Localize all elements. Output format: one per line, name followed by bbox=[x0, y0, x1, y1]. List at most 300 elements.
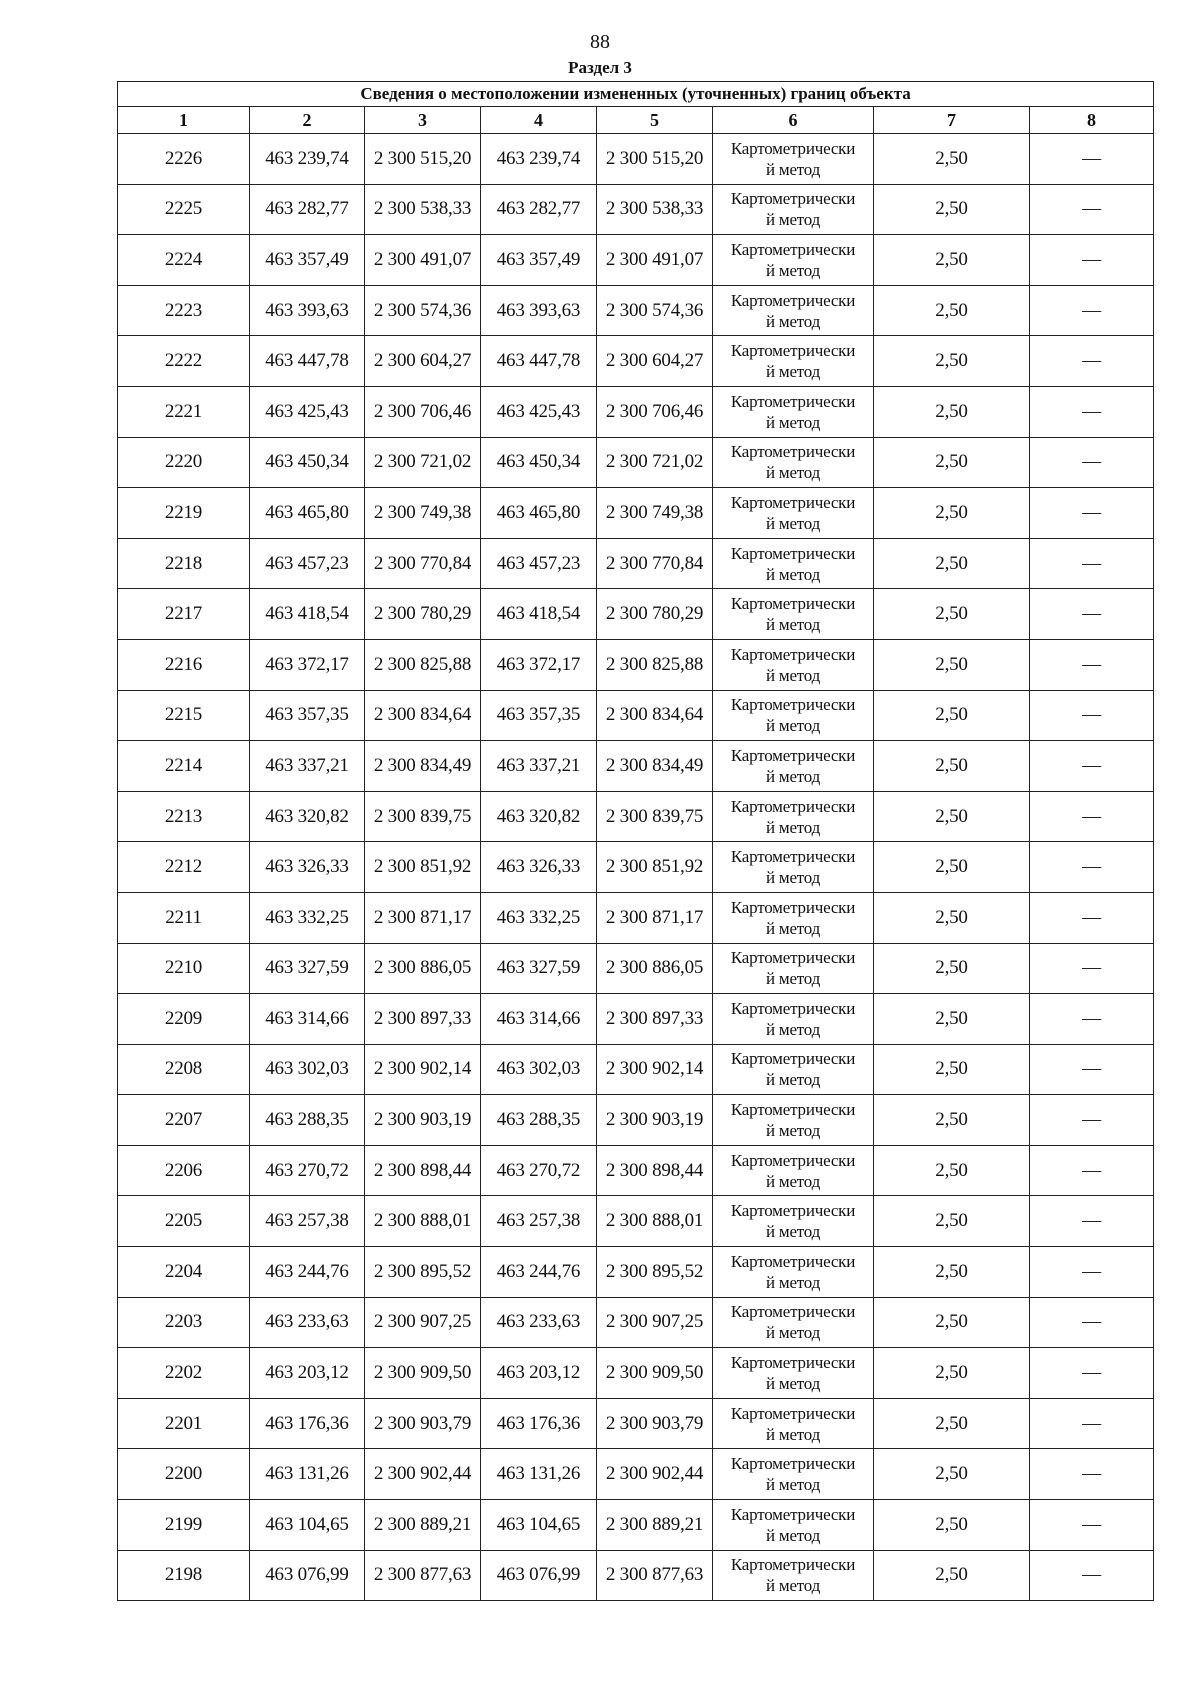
table-row bbox=[118, 1550, 1154, 1601]
method-line-1: Картометрически bbox=[730, 644, 856, 664]
description-cell: — bbox=[1030, 488, 1154, 539]
x-new-cell: 463 326,33 bbox=[481, 842, 597, 893]
table-row bbox=[118, 1348, 1154, 1399]
x-existing-cell: 463 257,38 bbox=[250, 1196, 365, 1247]
method-line-1: Картометрически bbox=[730, 492, 856, 512]
accuracy-cell: 2,50 bbox=[874, 589, 1030, 640]
y-existing-cell: 2 300 780,29 bbox=[365, 589, 481, 640]
point-number-cell: 2207 bbox=[118, 1095, 250, 1146]
method-line-2: й метод bbox=[765, 412, 821, 432]
table-row bbox=[118, 690, 1154, 741]
y-new-cell: 2 300 834,49 bbox=[597, 741, 713, 792]
y-new-cell: 2 300 902,14 bbox=[597, 1044, 713, 1095]
point-number-cell: 2222 bbox=[118, 336, 250, 387]
method-line-2: й метод bbox=[765, 311, 821, 331]
description-cell: — bbox=[1030, 386, 1154, 437]
method-cell bbox=[713, 1449, 874, 1500]
accuracy-cell: 2,50 bbox=[874, 1550, 1030, 1601]
method-cell bbox=[713, 1247, 874, 1298]
method-line-1: Картометрически bbox=[730, 1302, 856, 1322]
description-cell: — bbox=[1030, 1247, 1154, 1298]
method-cell bbox=[713, 1550, 874, 1601]
method-cell bbox=[713, 538, 874, 589]
x-new-cell: 463 244,76 bbox=[481, 1247, 597, 1298]
x-new-cell: 463 282,77 bbox=[481, 184, 597, 235]
description-cell: — bbox=[1030, 538, 1154, 589]
y-new-cell: 2 300 888,01 bbox=[597, 1196, 713, 1247]
x-new-cell: 463 327,59 bbox=[481, 943, 597, 994]
y-existing-cell: 2 300 898,44 bbox=[365, 1145, 481, 1196]
description-cell: — bbox=[1030, 1550, 1154, 1601]
method-line-2: й метод bbox=[765, 1374, 821, 1394]
method-cell bbox=[713, 994, 874, 1045]
accuracy-cell: 2,50 bbox=[874, 741, 1030, 792]
x-new-cell: 463 465,80 bbox=[481, 488, 597, 539]
accuracy-cell: 2,50 bbox=[874, 1398, 1030, 1449]
method-cell bbox=[713, 1145, 874, 1196]
table-row bbox=[118, 235, 1154, 286]
y-new-cell: 2 300 902,44 bbox=[597, 1449, 713, 1500]
accuracy-cell: 2,50 bbox=[874, 488, 1030, 539]
x-new-cell: 463 270,72 bbox=[481, 1145, 597, 1196]
table-row bbox=[118, 488, 1154, 539]
description-cell: — bbox=[1030, 235, 1154, 286]
x-new-cell: 463 076,99 bbox=[481, 1550, 597, 1601]
table-row bbox=[118, 1196, 1154, 1247]
y-new-cell: 2 300 825,88 bbox=[597, 639, 713, 690]
method-line-1: Картометрически bbox=[730, 290, 856, 310]
y-new-cell: 2 300 604,27 bbox=[597, 336, 713, 387]
point-number-cell: 2203 bbox=[118, 1297, 250, 1348]
x-new-cell: 463 457,23 bbox=[481, 538, 597, 589]
accuracy-cell: 2,50 bbox=[874, 285, 1030, 336]
table-row bbox=[118, 285, 1154, 336]
section-title: Раздел 3 bbox=[568, 58, 632, 77]
method-line-1: Картометрически bbox=[730, 442, 856, 462]
description-cell: — bbox=[1030, 437, 1154, 488]
table-row bbox=[118, 943, 1154, 994]
method-line-1: Картометрически bbox=[730, 897, 856, 917]
description-cell: — bbox=[1030, 892, 1154, 943]
x-new-cell: 463 314,66 bbox=[481, 994, 597, 1045]
table-row bbox=[118, 134, 1154, 185]
x-existing-cell: 463 233,63 bbox=[250, 1297, 365, 1348]
x-new-cell: 463 257,38 bbox=[481, 1196, 597, 1247]
point-number-cell: 2215 bbox=[118, 690, 250, 741]
method-cell bbox=[713, 285, 874, 336]
table-row bbox=[118, 1095, 1154, 1146]
method-cell bbox=[713, 235, 874, 286]
x-existing-cell: 463 337,21 bbox=[250, 741, 365, 792]
y-new-cell: 2 300 897,33 bbox=[597, 994, 713, 1045]
y-new-cell: 2 300 839,75 bbox=[597, 791, 713, 842]
x-existing-cell: 463 332,25 bbox=[250, 892, 365, 943]
point-number-cell: 2198 bbox=[118, 1550, 250, 1601]
description-cell: — bbox=[1030, 134, 1154, 185]
x-new-cell: 463 233,63 bbox=[481, 1297, 597, 1348]
y-new-cell: 2 300 871,17 bbox=[597, 892, 713, 943]
x-existing-cell: 463 418,54 bbox=[250, 589, 365, 640]
y-existing-cell: 2 300 834,64 bbox=[365, 690, 481, 741]
column-header-2: 2 bbox=[250, 107, 365, 134]
x-existing-cell: 463 393,63 bbox=[250, 285, 365, 336]
method-cell bbox=[713, 1095, 874, 1146]
method-cell bbox=[713, 1398, 874, 1449]
y-existing-cell: 2 300 888,01 bbox=[365, 1196, 481, 1247]
point-number-cell: 2200 bbox=[118, 1449, 250, 1500]
description-cell: — bbox=[1030, 1398, 1154, 1449]
accuracy-cell: 2,50 bbox=[874, 437, 1030, 488]
accuracy-cell: 2,50 bbox=[874, 235, 1030, 286]
table-row bbox=[118, 1500, 1154, 1551]
description-cell: — bbox=[1030, 842, 1154, 893]
description-cell: — bbox=[1030, 1500, 1154, 1551]
method-line-2: й метод bbox=[765, 1475, 821, 1495]
x-existing-cell: 463 465,80 bbox=[250, 488, 365, 539]
accuracy-cell: 2,50 bbox=[874, 994, 1030, 1045]
point-number-cell: 2216 bbox=[118, 639, 250, 690]
table-row bbox=[118, 1145, 1154, 1196]
point-number-cell: 2217 bbox=[118, 589, 250, 640]
x-new-cell: 463 131,26 bbox=[481, 1449, 597, 1500]
point-number-cell: 2204 bbox=[118, 1247, 250, 1298]
description-cell: — bbox=[1030, 1348, 1154, 1399]
y-new-cell: 2 300 538,33 bbox=[597, 184, 713, 235]
y-new-cell: 2 300 780,29 bbox=[597, 589, 713, 640]
x-new-cell: 463 288,35 bbox=[481, 1095, 597, 1146]
x-new-cell: 463 393,63 bbox=[481, 285, 597, 336]
description-cell: — bbox=[1030, 1095, 1154, 1146]
accuracy-cell: 2,50 bbox=[874, 892, 1030, 943]
table-row bbox=[118, 1044, 1154, 1095]
point-number-cell: 2199 bbox=[118, 1500, 250, 1551]
x-existing-cell: 463 357,49 bbox=[250, 235, 365, 286]
description-cell: — bbox=[1030, 1297, 1154, 1348]
y-existing-cell: 2 300 902,14 bbox=[365, 1044, 481, 1095]
method-line-1: Картометрически bbox=[730, 543, 856, 563]
column-header-5: 5 bbox=[597, 107, 713, 134]
y-new-cell: 2 300 515,20 bbox=[597, 134, 713, 185]
table-row bbox=[118, 741, 1154, 792]
y-new-cell: 2 300 706,46 bbox=[597, 386, 713, 437]
y-existing-cell: 2 300 515,20 bbox=[365, 134, 481, 185]
method-cell bbox=[713, 1196, 874, 1247]
accuracy-cell: 2,50 bbox=[874, 1500, 1030, 1551]
x-existing-cell: 463 104,65 bbox=[250, 1500, 365, 1551]
method-line-1: Картометрически bbox=[730, 847, 856, 867]
point-number-cell: 2202 bbox=[118, 1348, 250, 1399]
description-cell: — bbox=[1030, 741, 1154, 792]
method-line-1: Картометрически bbox=[730, 695, 856, 715]
method-line-1: Картометрически bbox=[730, 594, 856, 614]
method-cell bbox=[713, 386, 874, 437]
point-number-cell: 2211 bbox=[118, 892, 250, 943]
method-line-1: Картометрически bbox=[730, 239, 856, 259]
accuracy-cell: 2,50 bbox=[874, 1145, 1030, 1196]
y-existing-cell: 2 300 897,33 bbox=[365, 994, 481, 1045]
y-existing-cell: 2 300 877,63 bbox=[365, 1550, 481, 1601]
accuracy-cell: 2,50 bbox=[874, 791, 1030, 842]
y-existing-cell: 2 300 909,50 bbox=[365, 1348, 481, 1399]
method-line-2: й метод bbox=[765, 1272, 821, 1292]
method-line-2: й метод bbox=[765, 210, 821, 230]
y-new-cell: 2 300 898,44 bbox=[597, 1145, 713, 1196]
method-line-1: Картометрически bbox=[730, 1100, 856, 1120]
method-cell bbox=[713, 1297, 874, 1348]
method-line-2: й метод bbox=[765, 1525, 821, 1545]
method-line-2: й метод bbox=[765, 1070, 821, 1090]
method-line-2: й метод bbox=[765, 260, 821, 280]
point-number-cell: 2210 bbox=[118, 943, 250, 994]
y-new-cell: 2 300 851,92 bbox=[597, 842, 713, 893]
method-line-1: Картометрически bbox=[730, 1454, 856, 1474]
point-number-cell: 2221 bbox=[118, 386, 250, 437]
method-line-1: Картометрически bbox=[730, 1049, 856, 1069]
y-existing-cell: 2 300 907,25 bbox=[365, 1297, 481, 1348]
method-cell bbox=[713, 336, 874, 387]
accuracy-cell: 2,50 bbox=[874, 134, 1030, 185]
point-number-cell: 2201 bbox=[118, 1398, 250, 1449]
x-new-cell: 463 302,03 bbox=[481, 1044, 597, 1095]
accuracy-cell: 2,50 bbox=[874, 639, 1030, 690]
x-existing-cell: 463 447,78 bbox=[250, 336, 365, 387]
table-row bbox=[118, 386, 1154, 437]
method-line-2: й метод bbox=[765, 463, 821, 483]
y-new-cell: 2 300 877,63 bbox=[597, 1550, 713, 1601]
description-cell: — bbox=[1030, 589, 1154, 640]
y-existing-cell: 2 300 895,52 bbox=[365, 1247, 481, 1298]
x-existing-cell: 463 425,43 bbox=[250, 386, 365, 437]
column-header-6: 6 bbox=[713, 107, 874, 134]
x-existing-cell: 463 288,35 bbox=[250, 1095, 365, 1146]
point-number-cell: 2223 bbox=[118, 285, 250, 336]
x-existing-cell: 463 327,59 bbox=[250, 943, 365, 994]
y-new-cell: 2 300 903,79 bbox=[597, 1398, 713, 1449]
method-line-1: Картометрически bbox=[730, 391, 856, 411]
y-new-cell: 2 300 909,50 bbox=[597, 1348, 713, 1399]
x-new-cell: 463 203,12 bbox=[481, 1348, 597, 1399]
method-line-2: й метод bbox=[765, 1424, 821, 1444]
table-row bbox=[118, 437, 1154, 488]
method-line-1: Картометрически bbox=[730, 138, 856, 158]
y-existing-cell: 2 300 770,84 bbox=[365, 538, 481, 589]
description-cell: — bbox=[1030, 285, 1154, 336]
y-existing-cell: 2 300 574,36 bbox=[365, 285, 481, 336]
x-new-cell: 463 104,65 bbox=[481, 1500, 597, 1551]
accuracy-cell: 2,50 bbox=[874, 538, 1030, 589]
method-line-1: Картометрически bbox=[730, 1504, 856, 1524]
column-header-7: 7 bbox=[874, 107, 1030, 134]
y-new-cell: 2 300 886,05 bbox=[597, 943, 713, 994]
description-cell: — bbox=[1030, 1196, 1154, 1247]
method-line-1: Картометрически bbox=[730, 341, 856, 361]
x-new-cell: 463 320,82 bbox=[481, 791, 597, 842]
method-line-2: й метод bbox=[765, 1171, 821, 1191]
method-line-2: й метод bbox=[765, 1576, 821, 1596]
method-line-2: й метод bbox=[765, 513, 821, 533]
method-cell bbox=[713, 892, 874, 943]
y-existing-cell: 2 300 825,88 bbox=[365, 639, 481, 690]
description-cell: — bbox=[1030, 791, 1154, 842]
method-cell bbox=[713, 741, 874, 792]
method-cell bbox=[713, 842, 874, 893]
accuracy-cell: 2,50 bbox=[874, 1044, 1030, 1095]
x-new-cell: 463 372,17 bbox=[481, 639, 597, 690]
accuracy-cell: 2,50 bbox=[874, 1247, 1030, 1298]
x-existing-cell: 463 131,26 bbox=[250, 1449, 365, 1500]
x-existing-cell: 463 357,35 bbox=[250, 690, 365, 741]
method-line-2: й метод bbox=[765, 159, 821, 179]
column-header-3: 3 bbox=[365, 107, 481, 134]
method-cell bbox=[713, 488, 874, 539]
y-new-cell: 2 300 907,25 bbox=[597, 1297, 713, 1348]
point-number-cell: 2212 bbox=[118, 842, 250, 893]
method-line-1: Картометрически bbox=[730, 796, 856, 816]
description-cell: — bbox=[1030, 1449, 1154, 1500]
x-existing-cell: 463 203,12 bbox=[250, 1348, 365, 1399]
x-new-cell: 463 239,74 bbox=[481, 134, 597, 185]
table-row bbox=[118, 791, 1154, 842]
y-new-cell: 2 300 834,64 bbox=[597, 690, 713, 741]
description-cell: — bbox=[1030, 994, 1154, 1045]
method-cell bbox=[713, 791, 874, 842]
y-existing-cell: 2 300 721,02 bbox=[365, 437, 481, 488]
x-existing-cell: 463 239,74 bbox=[250, 134, 365, 185]
description-cell: — bbox=[1030, 336, 1154, 387]
method-line-1: Картометрически bbox=[730, 1353, 856, 1373]
y-existing-cell: 2 300 851,92 bbox=[365, 842, 481, 893]
y-new-cell: 2 300 574,36 bbox=[597, 285, 713, 336]
y-existing-cell: 2 300 902,44 bbox=[365, 1449, 481, 1500]
method-cell bbox=[713, 184, 874, 235]
y-existing-cell: 2 300 604,27 bbox=[365, 336, 481, 387]
x-existing-cell: 463 314,66 bbox=[250, 994, 365, 1045]
accuracy-cell: 2,50 bbox=[874, 386, 1030, 437]
y-existing-cell: 2 300 903,19 bbox=[365, 1095, 481, 1146]
x-existing-cell: 463 282,77 bbox=[250, 184, 365, 235]
coordinates-table bbox=[117, 81, 1154, 1601]
y-existing-cell: 2 300 706,46 bbox=[365, 386, 481, 437]
table-row bbox=[118, 1297, 1154, 1348]
description-cell: — bbox=[1030, 639, 1154, 690]
table-row bbox=[118, 1449, 1154, 1500]
x-new-cell: 463 357,49 bbox=[481, 235, 597, 286]
method-line-2: й метод bbox=[765, 969, 821, 989]
point-number-cell: 2208 bbox=[118, 1044, 250, 1095]
x-new-cell: 463 176,36 bbox=[481, 1398, 597, 1449]
y-existing-cell: 2 300 491,07 bbox=[365, 235, 481, 286]
y-new-cell: 2 300 749,38 bbox=[597, 488, 713, 539]
method-cell bbox=[713, 690, 874, 741]
table-row bbox=[118, 184, 1154, 235]
accuracy-cell: 2,50 bbox=[874, 842, 1030, 893]
method-line-1: Картометрически bbox=[730, 189, 856, 209]
method-line-2: й метод bbox=[765, 1323, 821, 1343]
accuracy-cell: 2,50 bbox=[874, 1095, 1030, 1146]
y-new-cell: 2 300 903,19 bbox=[597, 1095, 713, 1146]
y-new-cell: 2 300 889,21 bbox=[597, 1500, 713, 1551]
table-body bbox=[118, 134, 1154, 1601]
x-existing-cell: 463 457,23 bbox=[250, 538, 365, 589]
accuracy-cell: 2,50 bbox=[874, 336, 1030, 387]
x-existing-cell: 463 176,36 bbox=[250, 1398, 365, 1449]
table-row bbox=[118, 589, 1154, 640]
method-line-2: й метод bbox=[765, 1019, 821, 1039]
description-cell: — bbox=[1030, 1145, 1154, 1196]
point-number-cell: 2206 bbox=[118, 1145, 250, 1196]
method-line-1: Картометрически bbox=[730, 1403, 856, 1423]
point-number-cell: 2214 bbox=[118, 741, 250, 792]
method-line-1: Картометрически bbox=[730, 1150, 856, 1170]
x-new-cell: 463 337,21 bbox=[481, 741, 597, 792]
method-cell bbox=[713, 639, 874, 690]
point-number-cell: 2219 bbox=[118, 488, 250, 539]
description-cell: — bbox=[1030, 943, 1154, 994]
method-line-1: Картометрически bbox=[730, 1201, 856, 1221]
method-cell bbox=[713, 1348, 874, 1399]
y-existing-cell: 2 300 889,21 bbox=[365, 1500, 481, 1551]
accuracy-cell: 2,50 bbox=[874, 690, 1030, 741]
y-existing-cell: 2 300 749,38 bbox=[365, 488, 481, 539]
method-cell bbox=[713, 1044, 874, 1095]
point-number-cell: 2213 bbox=[118, 791, 250, 842]
x-existing-cell: 463 320,82 bbox=[250, 791, 365, 842]
method-line-2: й метод bbox=[765, 716, 821, 736]
y-existing-cell: 2 300 834,49 bbox=[365, 741, 481, 792]
method-cell bbox=[713, 589, 874, 640]
x-new-cell: 463 418,54 bbox=[481, 589, 597, 640]
description-cell: — bbox=[1030, 1044, 1154, 1095]
x-existing-cell: 463 244,76 bbox=[250, 1247, 365, 1298]
x-existing-cell: 463 302,03 bbox=[250, 1044, 365, 1095]
method-cell bbox=[713, 134, 874, 185]
description-cell: — bbox=[1030, 184, 1154, 235]
method-line-2: й метод bbox=[765, 665, 821, 685]
y-new-cell: 2 300 770,84 bbox=[597, 538, 713, 589]
x-new-cell: 463 425,43 bbox=[481, 386, 597, 437]
y-new-cell: 2 300 895,52 bbox=[597, 1247, 713, 1298]
column-header-row bbox=[118, 107, 1154, 134]
page-number: 88 bbox=[590, 31, 610, 53]
method-line-1: Картометрически bbox=[730, 948, 856, 968]
y-new-cell: 2 300 491,07 bbox=[597, 235, 713, 286]
point-number-cell: 2209 bbox=[118, 994, 250, 1045]
method-cell bbox=[713, 943, 874, 994]
table-row bbox=[118, 538, 1154, 589]
x-existing-cell: 463 450,34 bbox=[250, 437, 365, 488]
table-row bbox=[118, 842, 1154, 893]
column-header-1: 1 bbox=[118, 107, 250, 134]
table-row bbox=[118, 1398, 1154, 1449]
method-cell bbox=[713, 437, 874, 488]
method-line-2: й метод bbox=[765, 1222, 821, 1242]
table-caption: Сведения о местоположении измененных (уточненных) границ объекта bbox=[118, 82, 1154, 107]
column-header-8: 8 bbox=[1030, 107, 1154, 134]
x-existing-cell: 463 326,33 bbox=[250, 842, 365, 893]
point-number-cell: 2224 bbox=[118, 235, 250, 286]
accuracy-cell: 2,50 bbox=[874, 184, 1030, 235]
y-existing-cell: 2 300 871,17 bbox=[365, 892, 481, 943]
x-new-cell: 463 447,78 bbox=[481, 336, 597, 387]
y-existing-cell: 2 300 903,79 bbox=[365, 1398, 481, 1449]
x-new-cell: 463 357,35 bbox=[481, 690, 597, 741]
method-line-1: Картометрически bbox=[730, 998, 856, 1018]
point-number-cell: 2226 bbox=[118, 134, 250, 185]
x-existing-cell: 463 076,99 bbox=[250, 1550, 365, 1601]
x-new-cell: 463 450,34 bbox=[481, 437, 597, 488]
x-existing-cell: 463 270,72 bbox=[250, 1145, 365, 1196]
y-existing-cell: 2 300 538,33 bbox=[365, 184, 481, 235]
